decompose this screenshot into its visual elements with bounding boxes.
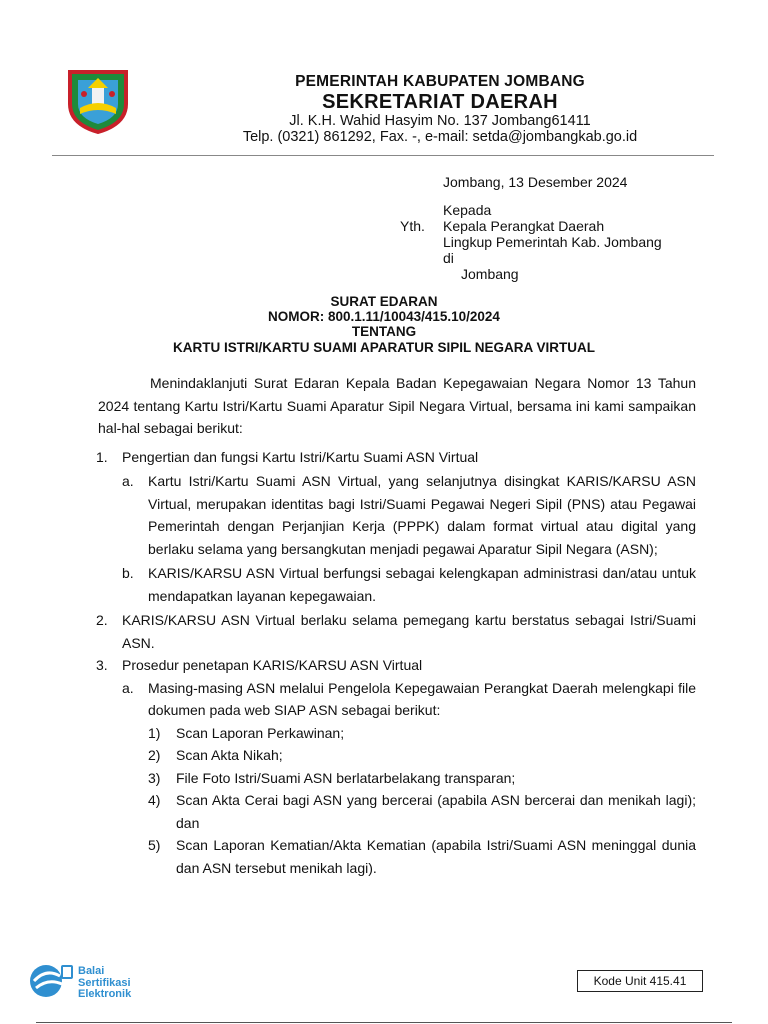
- title-surat-edaran: SURAT EDARAN: [330, 294, 438, 309]
- sub-text: Scan Laporan Kematian/Akta Kematian (apabila Istri/Suami ASN meninggal dunia dan ASN tersebut menikah lagi).: [176, 837, 696, 876]
- sub-number: 3): [148, 769, 161, 786]
- list-text: KARIS/KARSU ASN Virtual berfungsi sebagai kelengkapan administrasi dan/atau untuk mendapatkan layanan kepegawaian.: [148, 565, 696, 604]
- sub-number: 4): [148, 792, 161, 808]
- list-text: Prosedur penetapan KARIS/KARSU ASN Virtual: [122, 657, 423, 673]
- list-number: 2.: [96, 612, 108, 628]
- sub-text: Scan Akta Cerai bagi ASN yang bercerai (apabila ASN bercerai dan menikah lagi); dan: [176, 792, 696, 831]
- sub-number: 2): [148, 747, 161, 763]
- bsre-line-2: Sertifikasi: [78, 976, 131, 989]
- sub-text: File Foto Istri/Suami ASN berlatarbelakang transparan;: [176, 769, 516, 786]
- list-text: Kartu Istri/Kartu Suami ASN Virtual, yang selanjutnya disingkat KARIS/KARSU ASN Virtual, merupakan identitas bagi Istri/Suami Pegawai Negeri Sipil (PNS) atau Pegawai Pemerintah dengan Perjanjian Kerja (PPPK) dalam format virtual atau digital yang berlaku selama yang bersangkutan menjadi pegawai Aparatur Sipil Negara (ASN);: [148, 473, 696, 557]
- sub-item-4: [148, 789, 696, 834]
- recipient-line-1: Kepala Perangkat Daerah: [443, 218, 605, 234]
- letter-date: Jombang, 13 Desember 2024: [443, 174, 628, 190]
- list-letter: b.: [122, 565, 134, 581]
- list-text: KARIS/KARSU ASN Virtual berlaku selama pemegang kartu berstatus sebagai Istri/Suami ASN.: [122, 612, 696, 651]
- sub-item-1: [148, 722, 696, 745]
- list-item-2: [96, 609, 696, 654]
- letterhead-office: SEKRETARIAT DAERAH: [322, 91, 558, 113]
- sub-text: Scan Akta Nikah;: [176, 747, 283, 763]
- title-tentang: TENTANG: [351, 324, 417, 339]
- list-letter: a.: [122, 679, 134, 696]
- title-subject: KARTU ISTRI/KARTU SUAMI APARATUR SIPIL NEGARA VIRTUAL: [173, 340, 595, 355]
- list-text: Pengertian dan fungsi Kartu Istri/Kartu Suami ASN Virtual: [122, 448, 479, 465]
- sub-item-2: [148, 744, 696, 767]
- unit-code-box: Kode Unit 415.41: [577, 970, 703, 992]
- footer-divider: [36, 1022, 732, 1023]
- list-item-1a: [122, 470, 696, 560]
- list-item-1b: [122, 562, 696, 607]
- intro-paragraph: Menindaklanjuti Surat Edaran Kepala Badan Kepegawaian Negara Nomor 13 Tahun 2024 tentang Kartu Istri/Kartu Suami Aparatur Sipil Negara Virtual, bersama ini kami sampaikan hal-hal sebagai berikut:: [98, 375, 696, 436]
- bsre-line-1: Balai: [78, 965, 105, 977]
- recipient-line-2: Lingkup Pemerintah Kab. Jombang: [443, 234, 662, 250]
- list-letter: a.: [122, 473, 134, 489]
- sub-text: Scan Laporan Perkawinan;: [176, 724, 345, 741]
- bsre-line-3: Elektronik: [78, 988, 132, 1000]
- sub-number: 5): [148, 837, 161, 853]
- recipient-yth: Yth.: [400, 218, 425, 234]
- list-number: 1.: [96, 448, 108, 465]
- sub-item-3: [148, 767, 696, 790]
- list-number: 3.: [96, 657, 108, 673]
- letterhead-address: Jl. K.H. Wahid Hasyim No. 137 Jombang61411: [289, 113, 591, 129]
- list-item-3a: [122, 677, 696, 722]
- letterhead-divider: [52, 155, 714, 156]
- letter-body: [98, 372, 696, 879]
- list-item-1: [96, 446, 696, 469]
- bsre-logo-icon: [26, 962, 74, 1000]
- jombang-coat-of-arms-logo: [66, 68, 130, 134]
- recipient-line-4: Jombang: [461, 266, 519, 282]
- letterhead-government: PEMERINTAH KABUPATEN JOMBANG: [295, 73, 585, 90]
- list-item-3: [96, 654, 696, 677]
- recipient-line-3: di: [443, 250, 454, 266]
- sub-number: 1): [148, 724, 161, 741]
- recipient-address: [443, 218, 662, 282]
- bsre-wordmark: [78, 966, 131, 1001]
- recipient-kepada: Kepada: [443, 202, 492, 218]
- letterhead-contact: Telp. (0321) 861292, Fax. -, e-mail: setda@jombangkab.go.id: [242, 129, 638, 145]
- sub-item-5: [148, 834, 696, 879]
- list-text: Masing-masing ASN melalui Pengelola Kepegawaian Perangkat Daerah melengkapi file dokumen pada web SIAP ASN sebagai berikut:: [148, 679, 696, 718]
- title-nomor: NOMOR: 800.1.11/10043/415.10/2024: [268, 309, 500, 324]
